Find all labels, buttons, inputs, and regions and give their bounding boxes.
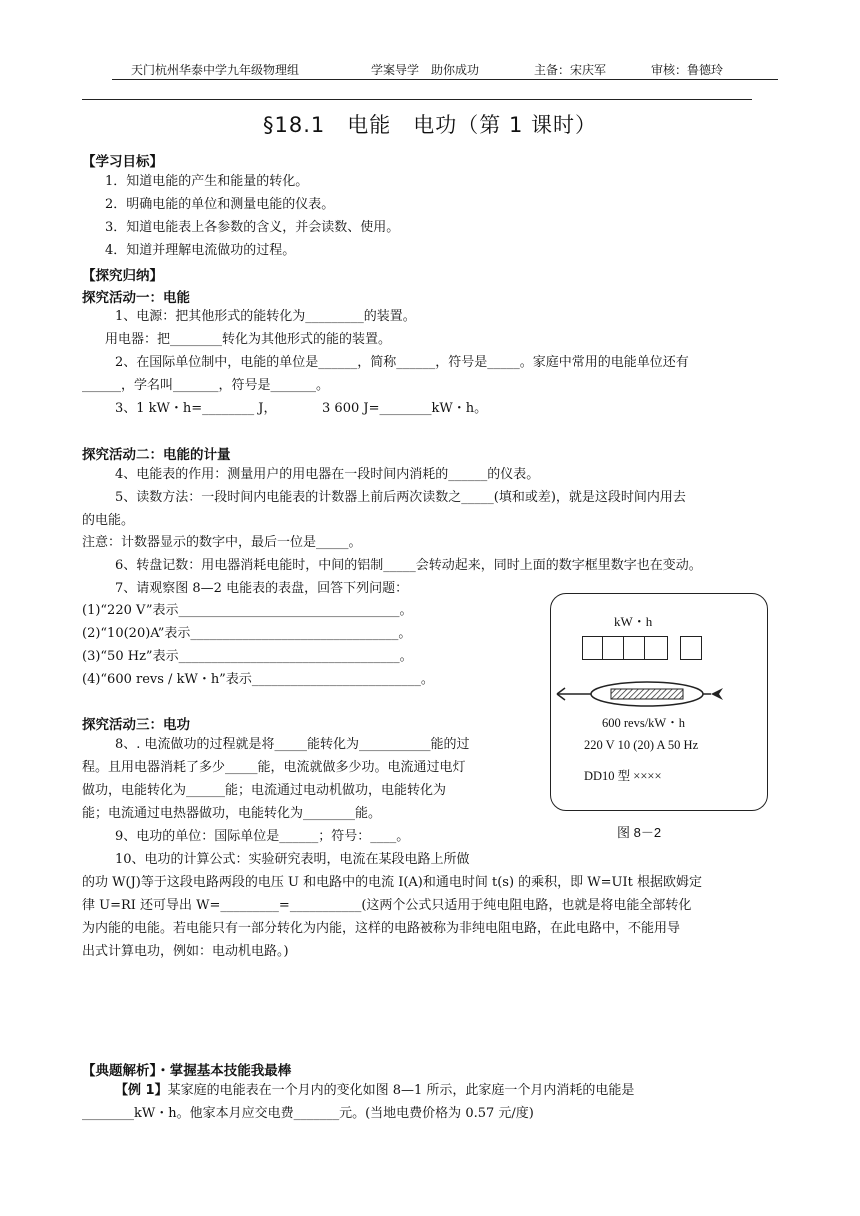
electric-meter-figure [550,593,768,811]
meter-model-label: DD10 型 ×××× [584,769,662,783]
activity2-line: 的电能。 [82,513,135,528]
meter-revs-label: 600 revs/kW・h [602,716,685,730]
example-1-line [115,1082,634,1100]
activity2-heading: 探究活动二：电能的计量 [82,447,231,463]
activity2-note: 注意：计数器显示的数字中，最后一位是_____。 [82,535,362,550]
activity3-heading: 探究活动三：电功 [82,717,190,733]
meter-question: (2)“10(20)A”表示________________________________。 [82,626,412,641]
activity3-line: 律 U=RI 还可导出 W=_________=___________(这两个公式只适用于纯电阻电路，也就是将电能全部转化 [82,898,692,913]
activity1-line: 1、电源：把其他形式的能转化为_________的装置。 [115,309,416,324]
activity3-line: 9、电功的单位：国际单位是______；符号：____。 [115,829,410,844]
activity1-line: 用电器：把________转化为其他形式的能的装置。 [105,332,392,347]
examples-heading: 【典题解析】・掌握基本技能我最棒 [82,1063,292,1079]
explore-heading: 【探究归纳】 [82,268,163,284]
activity3-line: 8、. 电流做功的过程就是将_____能转化为___________能的过 [115,737,470,752]
meter-counter-dials [582,636,668,660]
page-title: §18.1 电能 电功（第 1 课时） [263,113,597,137]
meter-disc-icon [551,674,767,714]
header-reviewer: 审核：鲁德玲 [651,63,724,77]
example-1-label: 【例 1】 [115,1083,168,1098]
activity1-line: 3、1 kW・h=________ J， 3 600 J=________kW・h。 [115,401,488,416]
activity2-line: 5、读数方法：一段时间内电能表的计数器上前后两次读数之_____(填和或差)，就是这段时间内用去 [115,490,686,505]
objective-item: 2．明确电能的单位和测量电能的仪表。 [105,197,335,212]
objective-item: 3．知道电能表上各参数的含义，并会读数、使用。 [105,220,400,235]
activity2-line: 7、请观察图 8—2 电能表的表盘，回答下列问题： [115,581,409,596]
activity1-line: ______，学名叫_______，符号是_______。 [82,378,330,393]
objective-item: 1．知道电能的产生和能量的转化。 [105,174,309,189]
example-1-text: 某家庭的电能表在一个月内的变化如图 8—1 所示，此家庭一个月内消耗的电能是 [167,1083,635,1098]
meter-question: (1)“220 V”表示__________________________________。 [82,603,413,618]
activity3-line: 为内能的电能。若电能只有一部分转化为内能，这样的电路被称为非纯电阻电路，在此电路中，不能用导 [82,921,681,936]
activity3-line: 程。且用电器消耗了多少_____能，电流就做多少功。电流通过电灯 [82,760,466,775]
figure-caption: 图 8－2 [617,825,662,840]
activity3-line: 出式计算电功，例如：电动机电路。) [82,944,289,959]
meter-counter-last-digit [680,636,702,660]
activity2-line: 4、电能表的作用：测量用户的用电器在一段时间内消耗的______的仪表。 [115,467,540,482]
objective-item: 4．知道并理解电流做功的过程。 [105,243,296,258]
activity3-line: 的功 W(J)等于这段电路两段的电压 U 和电路中的电流 I(A)和通电时间 t(s) 的乘积，即 W=UIt 根据欧姆定 [82,875,703,890]
activity2-line: 6、转盘记数：用电器消耗电能时，中间的铝制_____会转动起来，同时上面的数字框里数字也在变动。 [115,558,702,573]
example-1-line: ________kW・h。他家本月应交电费_______元。(当地电费价格为 0.57 元/度) [82,1106,534,1121]
meter-unit-label: kW・h [614,614,653,629]
activity3-line: 能；电流通过电热器做功，电能转化为________能。 [82,806,382,821]
activity3-line: 做功，电能转化为______能；电流通过电动机做功，电能转化为 [82,783,447,798]
title-rule [82,99,752,100]
meter-question: (4)“600 revs / kW・h”表示__________________________。 [82,672,434,687]
header-motto: 学案导学 助你成功 [371,63,480,77]
objectives-heading: 【学习目标】 [82,154,163,170]
activity1-line: 2、在国际单位制中，电能的单位是______，简称______，符号是_____。家庭中常用的电能单位还有 [115,355,689,370]
activity3-line: 10、电功的计算公式：实验研究表明，电流在某段电路上所做 [115,852,470,867]
header-rule [112,79,778,80]
header-school: 天门杭州华泰中学九年级物理组 [131,63,300,77]
header-editor: 主备：宋庆军 [534,63,607,77]
activity1-heading: 探究活动一：电能 [82,290,190,306]
meter-rating-label: 220 V 10 (20) A 50 Hz [584,738,699,752]
meter-question: (3)“50 Hz”表示__________________________________。 [82,649,413,664]
